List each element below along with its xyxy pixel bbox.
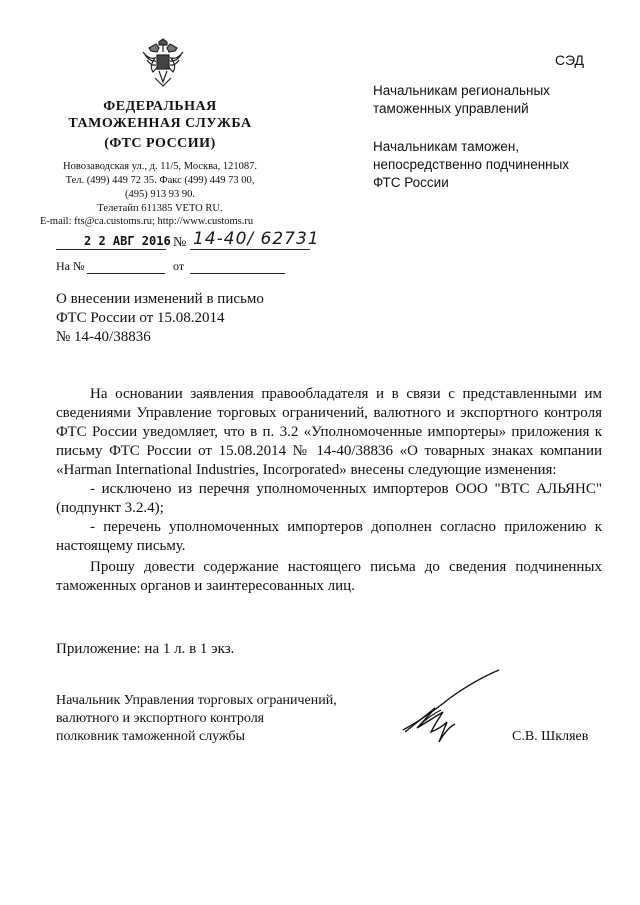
addressee-line4: непосредственно подчиненных — [373, 157, 570, 172]
subject-line3: № 14-40/38836 — [56, 329, 151, 345]
coat-of-arms-icon — [141, 38, 185, 88]
org-name-line3: (ФТС РОССИИ) — [104, 136, 216, 151]
date-underline — [56, 249, 166, 250]
letter-body — [56, 385, 602, 596]
body-list-item: - исключено из перечня уполномоченных импортеров ООО "ВТС АЛЬЯНС" (подпункт 3.2.4); — [56, 481, 602, 516]
ot-label: от — [173, 259, 185, 273]
subject-line1: О внесении изменений в письмо — [56, 291, 264, 307]
attachment-note: Приложение: на 1 л. в 1 экз. — [56, 641, 235, 657]
handwritten-signature-icon — [395, 668, 505, 748]
signatory-name: С.В. Шкляев — [512, 729, 589, 744]
registration-number: 14-40/ 62731 — [193, 229, 320, 249]
address-line2: Тел. (499) 449 72 35. Факс (499) 449 73 00, — [65, 175, 255, 186]
addressee-line5: ФТС России — [373, 175, 449, 190]
address-line3: (495) 913 93 90. — [125, 189, 195, 200]
signatory-title-line1: Начальник Управления торговых ограничений, — [56, 693, 337, 708]
body-paragraph: Прошу довести содержание настоящего письма до сведения подчиненных таможенных органов и заинтересованных лиц. — [56, 559, 602, 594]
addressee-line1: Начальникам региональных — [373, 83, 550, 98]
address-line4: Телетайп 611385 VETO RU. — [97, 203, 223, 214]
na-underline — [87, 273, 165, 274]
addressee-line3: Начальникам таможен, — [373, 139, 520, 154]
number-sign: № — [173, 235, 187, 250]
sed-mark: СЭД — [555, 52, 585, 68]
ot-underline — [190, 273, 285, 274]
number-underline — [190, 249, 310, 250]
signatory-title-line2: валютного и экспортного контроля — [56, 711, 265, 726]
registration-date: 2 2 АВГ 2016 — [84, 234, 171, 248]
body-list-item: - перечень уполномоченных импортеров дополнен согласно приложению к настоящему письму. — [56, 519, 602, 554]
addressee-line2: таможенных управлений — [373, 101, 529, 116]
org-name-line1: ФЕДЕРАЛЬНАЯ — [103, 99, 217, 114]
address-line1: Новозаводская ул., д. 11/5, Москва, 121087. — [63, 161, 257, 172]
signatory-title-line3: полковник таможенной службы — [56, 729, 246, 744]
subject-line2: ФТС России от 15.08.2014 — [56, 310, 225, 326]
na-label: На № — [56, 259, 85, 273]
body-paragraph: На основании заявления правообладателя и в связи с представленными им сведениями Управление торговых ограничений, валютного и экспортного контроля ФТС России уведомляет, что в п. 3.2 «Уполномоченные импортеры» приложения к письму ФТС России от 15.08.2014 № 14-40/38836 «О товарных знаках компании «Harman International Industries, Incorporated» внесены следующие изменения: — [56, 386, 602, 478]
org-name-line2: ТАМОЖЕННАЯ СЛУЖБА — [68, 116, 252, 131]
email-line: E-mail: fts@ca.customs.ru; http://www.customs.ru — [40, 216, 254, 227]
